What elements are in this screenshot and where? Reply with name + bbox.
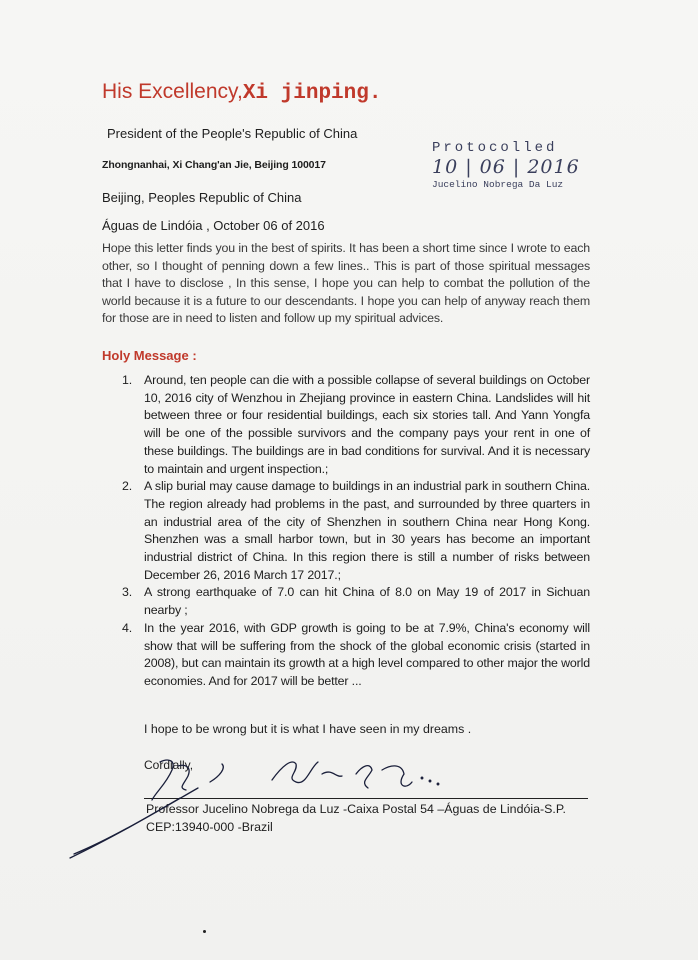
protocol-stamp (420, 140, 600, 200)
handwritten-signature (60, 748, 480, 868)
closing-line: I hope to be wrong but it is what I have seen in my dreams . (144, 722, 472, 736)
title-prefix: His Excellency, (102, 80, 243, 103)
paper-speck (203, 930, 206, 933)
stamp-word: Protocolled (432, 140, 558, 156)
list-item (118, 478, 590, 584)
item-number: 3. (122, 585, 133, 600)
item-text: A strong earthquake of 7.0 can hit China of 8.0 on May 19 of 2017 in Sichuan nearby ; (144, 585, 590, 618)
list-item (118, 372, 590, 478)
stamp-name: Jucelino Nobrega Da Luz (432, 179, 564, 190)
intro-paragraph: Hope this letter finds you in the best of spirits. It has been a short time since I wrote to each other, so I thought of penning down a few lines.. This is part of those spiritual messages that I have to disclose , In this sense, I hope you can help to combat the pollution of the world because it is a future to our descendants. I hope you can help of anyway reach them for those are in need to listen and follow up my spiritual advices. (102, 241, 590, 325)
item-text: In the year 2016, with GDP growth is going to be at 7.9%, China's economy will show that will be suffering from the shock of the global economic crisis (started in 2008), but can maintain its growth at a high level compared to other major the world economies. And for 2017 will be better ... (144, 620, 590, 688)
holy-message-heading: Holy Message : (102, 348, 197, 363)
item-number: 1. (122, 373, 133, 387)
place-date: Águas de Lindóia , October 06 of 2016 (102, 218, 325, 233)
item-text: Around, ten people can die with a possible collapse of several buildings on October 10, 2016 city of Wenzhou in Zhejiang province in eastern China. Landslides will hit between three or four residential buildings, each six stories tall. And Yann Yongfa will be one of the possible survivors and the company pays your rent in one of these buildings. The buildings are in bad conditions for survival. And it is necessary to maintain and urgent inspection.; (144, 373, 590, 476)
item-text: A slip burial may cause damage to buildings in an industrial park in southern China. The region already had problems in the past, and surrounded by three quarters in an industrial area of the city of Shenzhen in southern China near Hong Kong. Shenzhen was a small harbor town, but in 30 years has become an important industrial district of China. In this region there is still a number of risks between December 26, 2016 March 17 2017.; (144, 479, 590, 582)
item-number: 4. (122, 620, 133, 635)
stamp-date: 10 | 06 | 2016 (432, 156, 580, 178)
sender-line: Professor Jucelino Nobrega da Luz -Caixa Postal 54 –Águas de Lindóia-S.P. (146, 802, 566, 816)
cordially: Cordially, (144, 758, 194, 772)
letter-title (102, 80, 381, 105)
city-line: Beijing, Peoples Republic of China (102, 190, 302, 205)
item-number: 2. (122, 479, 133, 494)
list-item (118, 584, 590, 619)
president-line: President of the People's Republic of China (107, 126, 358, 141)
list-item (118, 620, 590, 691)
cep-line: CEP:13940-000 -Brazil (146, 820, 273, 834)
address-line: Zhongnanhai, Xi Chang'an Jie, Beijing 100017 (102, 159, 326, 171)
title-name: Xi jinping. (242, 82, 382, 105)
message-list (118, 372, 590, 691)
